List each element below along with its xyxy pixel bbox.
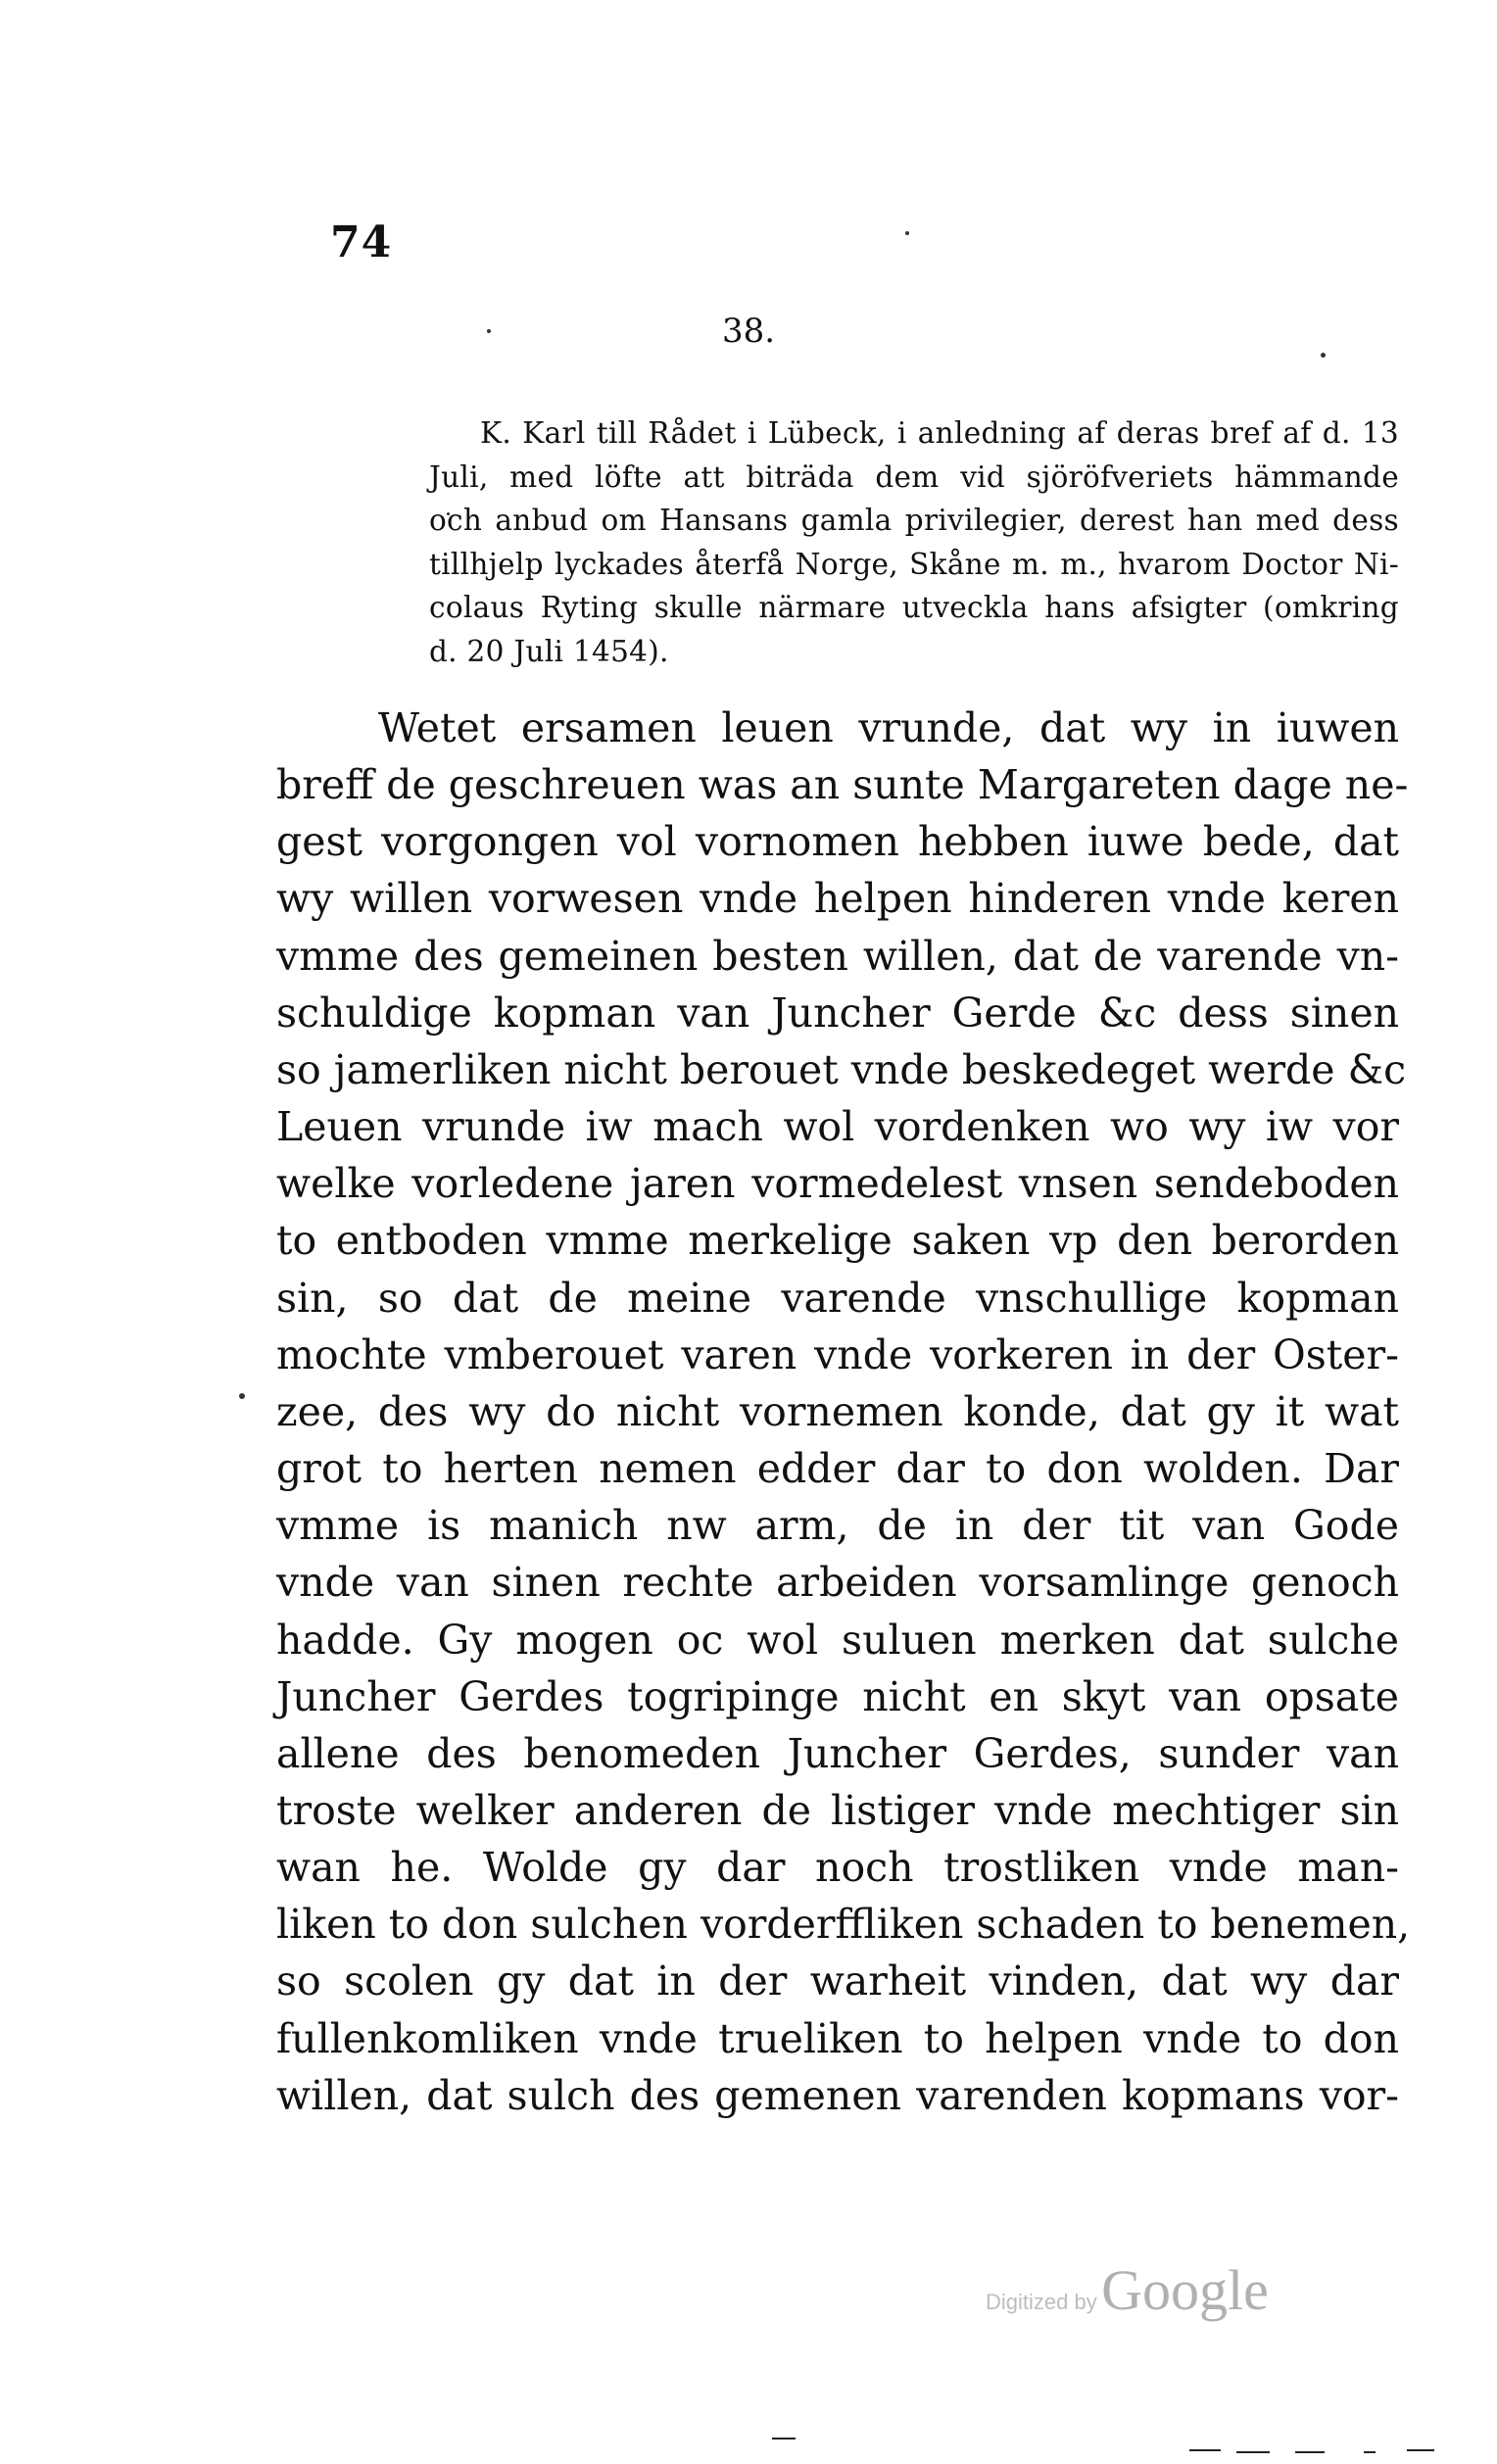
summary-block: [429, 411, 1399, 673]
letter-line: troste welker anderen de listiger vnde mechtiger sin: [276, 1786, 1399, 1834]
scan-edge-mark: [1295, 2451, 1325, 2453]
letter-line: willen, dat sulch des gemenen varenden kopmans vor-: [276, 2071, 1399, 2119]
letter-line: schuldige kopman van Juncher Gerde &c dess sinen: [276, 989, 1399, 1037]
scan-edge-mark: [1236, 2451, 1270, 2453]
letter-line: grot to herten nemen edder dar to don wolden. Dar: [276, 1445, 1399, 1493]
letter-line: Wetet ersamen leuen vrunde, dat wy in iuwen: [378, 704, 1399, 751]
letter-line: Juncher Gerdes togripinge nicht en skyt van opsate: [276, 1672, 1399, 1720]
scan-edge-mark: [1407, 2449, 1434, 2451]
digitized-label: Digitized by: [986, 2290, 1097, 2314]
scan-edge-mark: [1189, 2449, 1221, 2451]
letter-line: sin, so dat de meine varende vnschullige kopman: [276, 1274, 1399, 1322]
letter-line: wan he. Wolde gy dar noch trostliken vnde man-: [276, 1844, 1399, 1892]
letter-line: welke vorledene jaren vormedelest vnsen sendeboden: [276, 1160, 1399, 1208]
letter-line: to entboden vmme merkelige saken vp den berorden: [276, 1217, 1399, 1265]
letter-line: hadde. Gy mogen oc wol suluen merken dat sulche: [276, 1616, 1399, 1664]
letter-line: gest vorgongen vol vornomen hebben iuwe bede, dat: [276, 818, 1399, 866]
summary-line: Juli, med löfte att biträda dem vid sjöröfveriets hämmande: [429, 459, 1399, 494]
letter-line: vmme des gemeinen besten willen, dat de varende vn-: [276, 932, 1399, 980]
summary-line: tillhjelp lyckades återfå Norge, Skåne m. m., hvarom Doctor Ni-: [429, 547, 1399, 581]
letter-line: liken to don sulchen vorderffliken schaden to benemen,: [276, 1901, 1411, 1949]
speck-mark: [239, 1393, 245, 1399]
google-logo: Google: [1101, 2258, 1269, 2322]
summary-line: colaus Ryting skulle närmare utveckla hans afsigter (omkring: [429, 591, 1399, 624]
summary-line: och anbud om Hansans gamla privilegier, derest han med dess: [429, 504, 1399, 537]
digitized-watermark: [986, 2257, 1269, 2323]
scan-edge-mark: [1364, 2451, 1376, 2453]
letter-line: zee, des wy do nicht vornemen konde, dat gy it wat: [276, 1387, 1399, 1435]
letter-line: so scolen gy dat in der warheit vinden, dat wy dar: [276, 1957, 1399, 2005]
summary-line: K. Karl till Rådet i Lübeck, i anledning af deras bref af d. 13: [480, 416, 1399, 450]
speck-mark: [1321, 353, 1326, 358]
summary-line: d. 20 Juli 1454).: [429, 634, 669, 668]
letter-line: fullenkomliken vnde trueliken to helpen vnde to don: [276, 2014, 1399, 2062]
letter-line: mochte vmberouet varen vnde vorkeren in der Oster-: [276, 1330, 1399, 1378]
scan-edge-mark: [772, 2438, 796, 2440]
letter-line: allene des benomeden Juncher Gerdes, sunder van: [276, 1729, 1399, 1777]
letter-body: [276, 700, 1411, 2124]
letter-line: breff de geschreuen was an sunte Margareten dage ne-: [276, 761, 1409, 809]
document-number: 38.: [721, 312, 776, 351]
letter-line: so jamerliken nicht berouet vnde beskedeget werde &c: [276, 1045, 1407, 1093]
page-number: 74: [330, 217, 393, 267]
speck-mark: [905, 231, 909, 235]
letter-line: wy willen vorwesen vnde helpen hinderen vnde keren: [276, 875, 1399, 923]
letter-line: Leuen vrunde iw mach wol vordenken wo wy iw vor: [276, 1103, 1399, 1151]
letter-line: vnde van sinen rechte arbeiden vorsamlinge genoch: [276, 1559, 1399, 1607]
letter-line: vmme is manich nw arm, de in der tit van Gode: [276, 1502, 1399, 1550]
